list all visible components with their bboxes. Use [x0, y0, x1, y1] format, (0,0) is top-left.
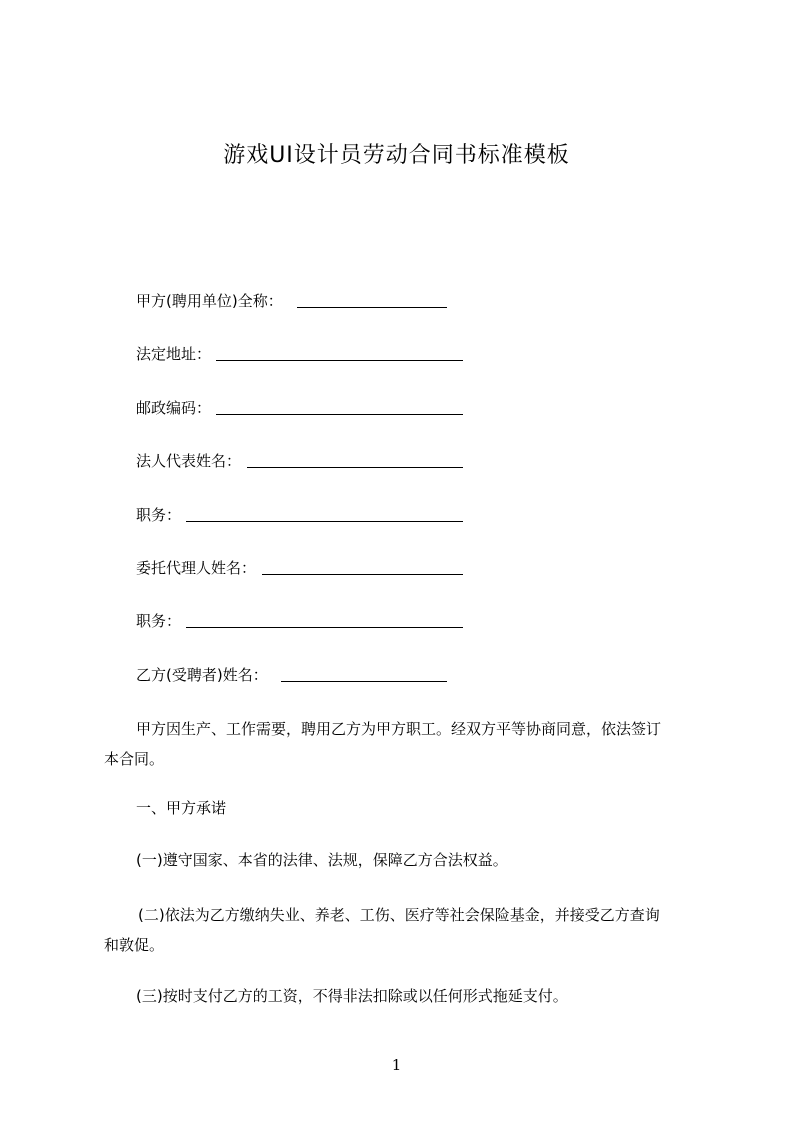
fill-blank [216, 414, 463, 415]
field-label: 法人代表姓名： [136, 452, 242, 470]
fill-blank [216, 360, 463, 361]
field-label: 委托代理人姓名： [136, 559, 257, 577]
section-heading: 一、甲方承诺 [136, 799, 227, 817]
paragraph-line: (一)遵守国家、本省的法律、法规，保障乙方合法权益。 [136, 851, 508, 869]
document-title: 游戏UI设计员劳动合同书标准模板 [223, 143, 570, 168]
field-label: 法定地址： [136, 345, 212, 363]
fill-blank [186, 627, 463, 628]
field-agent-name [136, 556, 256, 580]
clause-1 [104, 845, 704, 875]
fill-blank [262, 574, 463, 575]
page-number: 1 [391, 1056, 402, 1074]
fill-blank [297, 307, 447, 308]
clause-2 [104, 900, 704, 960]
fill-blank [247, 467, 463, 468]
field-agent-title [136, 609, 181, 633]
fill-blank [186, 521, 463, 522]
field-label: 乙方(受聘者)姓名： [136, 666, 268, 684]
field-legal-address [136, 342, 211, 366]
field-label: 邮政编码： [136, 399, 212, 417]
field-label: 职务： [136, 506, 182, 524]
field-employer-name [136, 289, 283, 313]
paragraph-line: (二)依法为乙方缴纳失业、养老、工伤、医疗等社会保险基金，并接受乙方查询 [138, 906, 660, 924]
field-employee-name [136, 663, 268, 687]
paragraph-line: 和敦促。 [104, 936, 165, 954]
paragraph-line: 甲方因生产、工作需要，聘用乙方为甲方职工。经双方平等协商同意，依法签订 [136, 720, 662, 738]
field-postal-code [136, 396, 211, 420]
field-label: 甲方(聘用单位)全称： [136, 292, 283, 310]
paragraph-line: 本合同。 [104, 750, 165, 768]
paragraph-line: (三)按时支付乙方的工资，不得非法扣除或以任何形式拖延支付。 [136, 987, 568, 1005]
field-label: 职务： [136, 612, 182, 630]
field-legal-rep-name [136, 449, 241, 473]
fill-blank [281, 681, 447, 682]
field-legal-rep-title [136, 503, 181, 527]
clause-3 [104, 981, 704, 1011]
intro-paragraph [104, 714, 704, 774]
